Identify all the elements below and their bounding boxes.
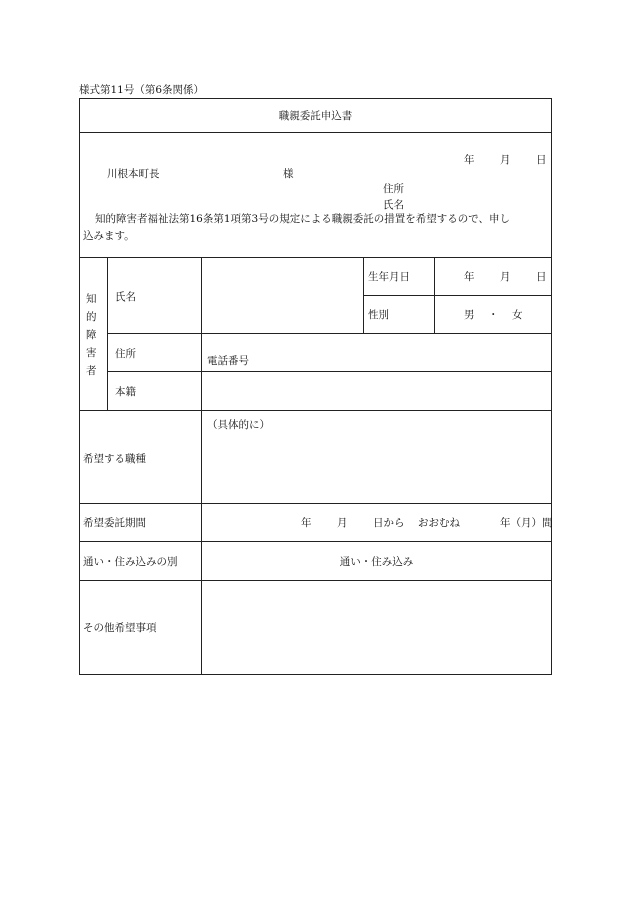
address-domicile-divider [107,371,552,372]
period-day-from: 日から [373,517,405,529]
commute-label: 通い・住み込みの別 [83,556,178,568]
border-right [551,98,552,675]
occupation-divider [79,503,552,504]
side-label-4: 害 [86,347,97,359]
commute-divider [79,580,552,581]
side-label-1: 知 [86,293,97,305]
honorific: 様 [283,168,294,180]
name-label: 氏名 [115,291,136,303]
form-number: 様式第11号（第6条関係） [79,84,205,96]
period-label: 希望委託期間 [83,517,146,529]
side-label-3: 障 [86,329,97,341]
occupation-label: 希望する職種 [83,453,146,465]
border-bottom [79,674,552,675]
header-divider [79,257,552,258]
period-duration: 年（月）間 [500,517,553,529]
form-title: 職親委託申込書 [278,110,353,122]
period-year: 年 [301,517,312,529]
period-approx: おおむね [418,517,460,529]
domicile-label: 本籍 [115,386,136,398]
other-label: その他希望事項 [83,622,157,634]
birthdate-month: 月 [500,271,511,283]
phone-label: 電話番号 [207,355,249,367]
border-left [79,98,80,675]
gender-male: 男 [464,309,475,321]
gender-separator: ・ [488,309,499,321]
occupation-hint: （具体的に） [207,419,270,431]
date-year: 年 [464,154,475,166]
side-label-5: 者 [86,365,97,377]
person-section-bottom [79,410,552,411]
body-text-line1: 知的障害者福祉法第16条第1項第3号の規定による職親委託の措置を希望するので、申し [95,213,511,225]
birthdate-year: 年 [464,271,475,283]
period-month: 月 [337,517,348,529]
birthdate-day: 日 [536,271,547,283]
date-month: 月 [500,154,511,166]
addressee: 川根本町長 [107,168,160,180]
body-text-line2: 込みます。 [83,230,135,242]
side-label-2: 的 [86,311,97,323]
name-address-divider [107,333,552,334]
period-divider [79,541,552,542]
date-day: 日 [536,154,547,166]
commute-value: 通い・住み込み [339,556,414,568]
birthdate-label: 生年月日 [368,271,410,283]
gender-label: 性別 [368,309,389,321]
address-label: 住所 [115,348,136,360]
gender-female: 女 [512,309,523,321]
label-column-divider [201,257,202,675]
applicant-name-label: 氏名 [383,199,404,211]
border-top [79,98,552,99]
title-divider [79,132,552,133]
birth-gender-divider [363,295,552,296]
applicant-address-label: 住所 [383,183,404,195]
